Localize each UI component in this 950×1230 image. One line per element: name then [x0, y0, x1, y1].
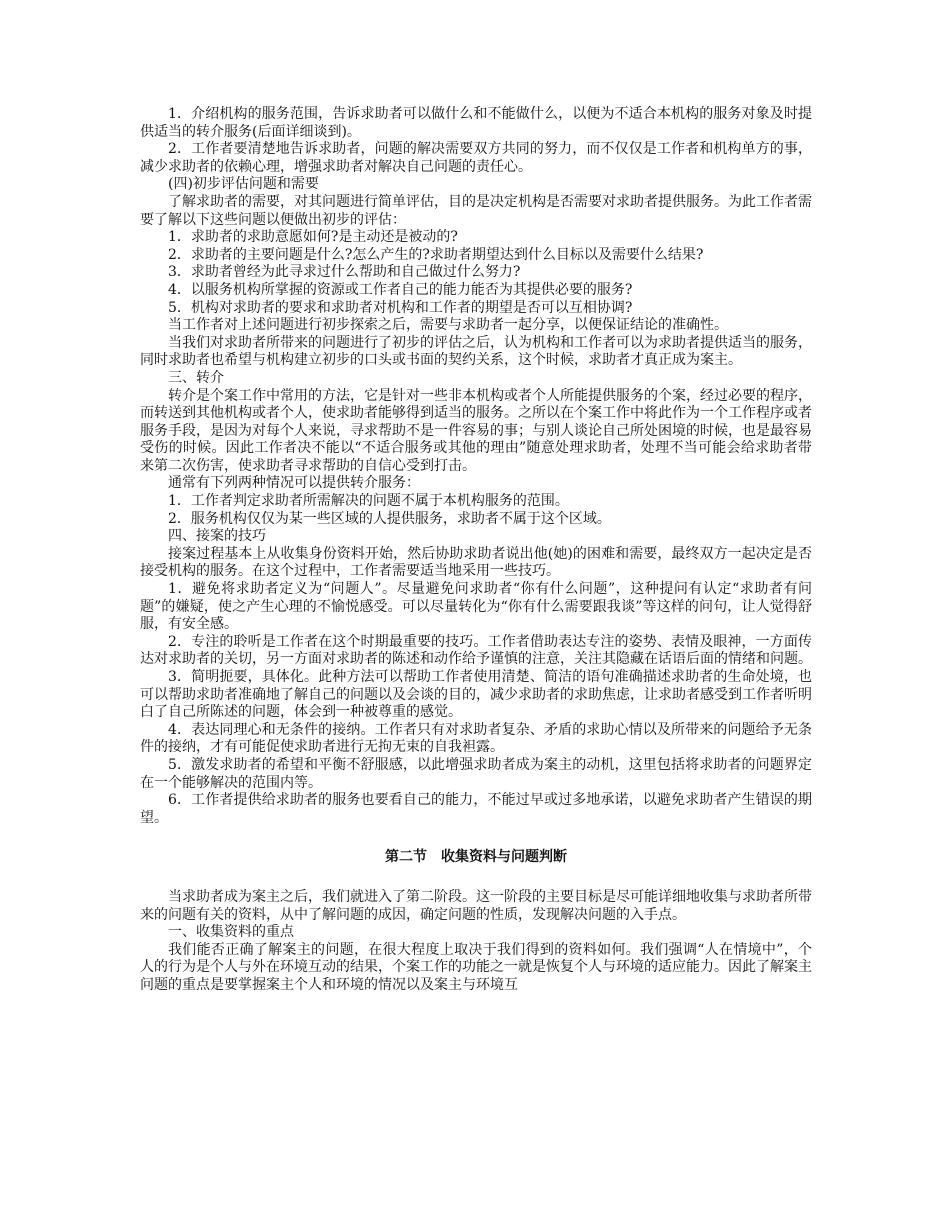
list-item: 2．求助者的主要问题是什么?怎么产生的?求助者期望达到什么目标以及需要什么结果?	[168, 246, 704, 263]
paragraph: 转介是个案工作中常用的方法，它是针对一些非本机构或者个人所能提供服务的个案，经过必要的程序，而转送到其他机构或者个人，使求助者能够得到适当的服务。之所以在个案工作中将此作为一个工作程序或者服务手段，是因为对每个人来说，寻求帮助不是一件容易的事；与别人谈论自己所处困境的时候，也是最容易受伤的时候。因此工作者决不能以“不适合服务或其他的理由”随意处理求助者，处理不当可能会给求助者带来第二次伤害，使求助者寻求帮助的自信心受到打击。	[140, 387, 812, 474]
list-item: 3．求助者曾经为此寻求过什么帮助和自己做过什么努力?	[168, 264, 521, 281]
section-title: 第二节 收集资料与问题判断	[385, 849, 567, 866]
subheading: 三、转介	[168, 369, 224, 386]
list-item: 6．工作者提供给求助者的服务也要看自己的能力，不能过早或过多地承诺，以避免求助者产生错误的期望。	[140, 792, 812, 826]
subheading: 一、收集资料的重点	[168, 924, 294, 941]
list-item: 1．工作者判定求助者所需解决的问题不属于本机构服务的范围。	[168, 493, 569, 510]
list-item: 1．求助者的求助意愿如何?是主动还是被动的?	[168, 229, 458, 246]
paragraph: 了解求助者的需要，对其问题进行简单评估，目的是决定机构是否需要对求助者提供服务。为此工作者需要了解以下这些问题以便做出初步的评估：	[140, 193, 812, 228]
paragraph: 通常有下列两种情况可以提供转介服务：	[168, 475, 420, 492]
list-item: 1．避免将求助者定义为“问题人”。尽量避免问求助者“你有什么问题”，这种提问有认定“求助者有问题”的嫌疑，使之产生心理的不愉悦感受。可以尽量转化为“你有什么需要跟我谈”等这样的问句，让人觉得舒服，有安全感。	[140, 581, 812, 633]
list-item: 5．激发求助者的希望和平衡不舒服感，以此增强求助者成为案主的动机，这里包括将求助者的问题界定在一个能够解决的范围内等。	[140, 756, 812, 791]
subheading: 四、接案的技巧	[168, 528, 266, 545]
paragraph: 2．工作者要清楚地告诉求助者，问题的解决需要双方共同的努力，而不仅仅是工作者和机构单方的事，减少求助者的依赖心理，增强求助者对解决自己问题的责任心。	[140, 141, 812, 175]
subheading: (四)初步评估问题和需要	[168, 176, 319, 193]
list-item: 4．表达同理心和无条件的接纳。工作者只有对求助者复杂、矛盾的求助心情以及所带来的问题给予无条件的接纳，才有可能促使求助者进行无拘无束的自我袒露。	[140, 721, 812, 756]
paragraph: 我们能否正确了解案主的问题，在很大程度上取决于我们得到的资料如何。我们强调“人在情境中”，个人的行为是个人与外在环境互动的结果，个案工作的功能之一就是恢复个人与环境的适应能力。因此了解案主问题的重点是要掌握案主个人和环境的情况以及案主与环境互	[140, 941, 812, 993]
list-item: 4．以服务机构所掌握的资源或工作者自己的能力能否为其提供必要的服务?	[168, 281, 633, 298]
document-page	[140, 106, 812, 995]
list-item: 3．简明扼要，具体化。此种方法可以帮助工作者使用清楚、简洁的语句准确描述求助者的生命处境，也可以帮助求助者准确地了解自己的问题以及会谈的目的，减少求助者的求助焦虑，让求助者感受到工作者听明白了自己所陈述的问题，体会到一种被尊重的感觉。	[140, 669, 812, 721]
paragraph: 当求助者成为案主之后，我们就进入了第二阶段。这一阶段的主要目标是尽可能详细地收集与求助者所带来的问题有关的资料，从中了解问题的成因，确定问题的性质，发现解决问题的入手点。	[140, 888, 812, 923]
paragraph: 1．介绍机构的服务范围，告诉求助者可以做什么和不能做什么，以便为不适合本机构的服务对象及时提供适当的转介服务(后面详细谈到)。	[140, 106, 812, 140]
list-item: 2．专注的聆听是工作者在这个时期最重要的技巧。工作者借助表达专注的姿势、表情及眼神，一方面传达对求助者的关切，另一方面对求助者的陈述和动作给予谨慎的注意，关注其隐藏在话语后面的情绪和问题。	[140, 633, 812, 668]
paragraph: 当我们对求助者所带来的问题进行了初步的评估之后，认为机构和工作者可以为求助者提供适当的服务，同时求助者也希望与机构建立初步的口头或书面的契约关系，这个时候，求助者才真正成为案主。	[140, 334, 812, 369]
paragraph: 接案过程基本上从收集身份资料开始，然后协助求助者说出他(她)的困难和需要，最终双方一起决定是否接受机构的服务。在这个过程中，工作者需要适当地采用一些技巧。	[140, 545, 812, 580]
list-item: 5．机构对求助者的要求和求助者对机构和工作者的期望是否可以互相协调?	[168, 299, 633, 316]
paragraph: 当工作者对上述问题进行初步探索之后，需要与求助者一起分享，以便保证结论的准确性。	[168, 317, 728, 334]
list-item: 2．服务机构仅仅为某一些区域的人提供服务，求助者不属于这个区域。	[168, 510, 611, 527]
